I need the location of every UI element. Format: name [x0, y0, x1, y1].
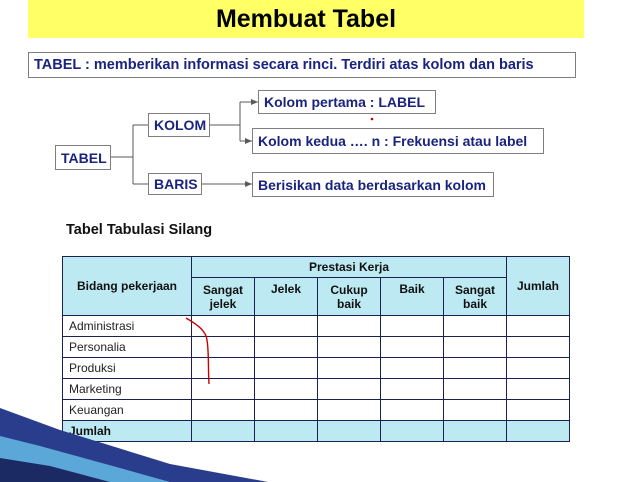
- diagram-node-tabel: TABEL: [55, 145, 111, 170]
- row-label-jumlah: Jumlah: [63, 421, 192, 442]
- diagram-node-baris-isi: Berisikan data berdasarkan kolom: [252, 172, 494, 197]
- header-jelek: Jelek: [255, 278, 318, 316]
- row-label: Administrasi: [63, 316, 192, 337]
- table-title: Tabel Tabulasi Silang: [66, 222, 213, 238]
- header-prestasi-kerja: Prestasi Kerja: [192, 257, 507, 278]
- diagram-node-kolom-pertama: Kolom pertama : LABEL: [258, 90, 436, 114]
- page-title: Membuat Tabel: [215, 4, 397, 33]
- row-label: Personalia: [63, 337, 192, 358]
- diagram-node-kolom: KOLOM: [148, 113, 210, 137]
- row-label: Keuangan: [63, 400, 192, 421]
- row-label: Produksi: [63, 358, 192, 379]
- row-label: Marketing: [63, 379, 192, 400]
- header-baik: Baik: [381, 278, 444, 316]
- header-bidang-pekerjaan: Bidang pekerjaan: [63, 257, 192, 316]
- header-jumlah: Jumlah: [507, 257, 570, 316]
- definition-box: TABEL : memberikan informasi secara rinci. Terdiri atas kolom dan baris: [28, 52, 576, 78]
- diagram-node-baris: BARIS: [148, 173, 202, 195]
- diagram-node-kolom-kedua: Kolom kedua …. n : Frekuensi atau label: [252, 128, 544, 154]
- header-cukup-baik: Cukup baik: [318, 278, 381, 316]
- red-dot-mark: [371, 118, 374, 121]
- red-annotation-mark: [186, 318, 209, 384]
- header-sangat-jelek: Sangat jelek: [192, 278, 255, 316]
- header-sangat-baik: Sangat baik: [444, 278, 507, 316]
